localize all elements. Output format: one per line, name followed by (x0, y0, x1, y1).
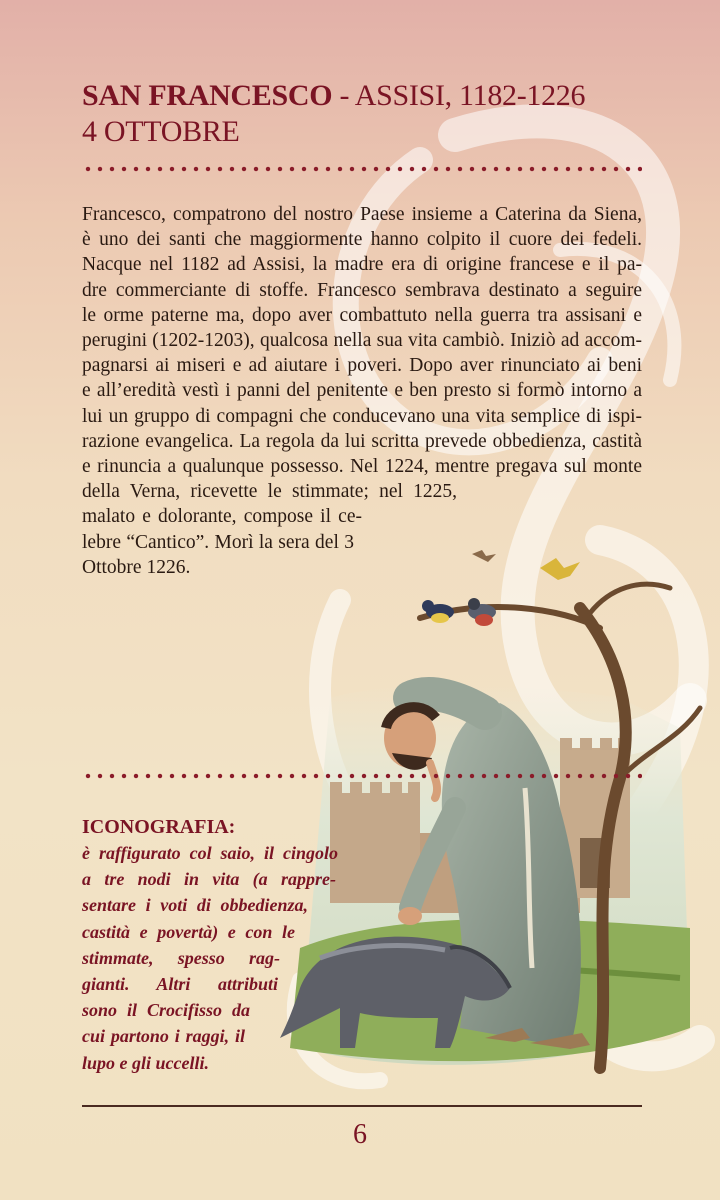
biography-line: dre commerciante di stoffe. Francesco sembrava destinato a seguire (82, 279, 642, 301)
biography-line: malato e dolorante, compose il ce- (82, 506, 362, 528)
biography-line: della Verna, ricevette le stimmate; nel 1225, (82, 481, 457, 503)
biography-text (82, 202, 642, 580)
biography-line: lui un gruppo di compagni che conducevano una vita semplice di ispi- (82, 405, 642, 427)
iconography-line: sentare i voti di obbedienza, (82, 895, 308, 916)
iconography-line: castità e povertà) e con le (82, 921, 295, 942)
iconography-line: sono il Crocifisso da (82, 1000, 250, 1021)
biography-line: Ottobre 1226. (82, 556, 191, 578)
saint-name: SAN FRANCESCO (82, 79, 333, 112)
iconography-line: stimmate, spesso rag- (82, 947, 280, 968)
place-dates: - ASSISI, 1182-1226 (332, 79, 586, 112)
biography-line: è uno dei santi che maggiormente hanno colpito il cuore dei fedeli. (82, 229, 642, 251)
biography-line: le orme paterne ma, dopo aver combattuto nella guerra tra assisani e (82, 304, 642, 326)
dotted-divider-top (82, 166, 642, 172)
biography-line: e all’eredità vestì i panni del penitente e ben presto si formò intorno a (82, 380, 642, 402)
biography-line: e rinuncia a qualunque possesso. Nel 1224, mentre pregava sul monte (82, 456, 642, 478)
biography-line: lebre “Cantico”. Morì la sera del 3 (82, 531, 354, 553)
biography-line: Francesco, compatrono del nostro Paese insieme a Caterina da Siena, (82, 204, 642, 225)
iconography-line: cui partono i raggi, il (82, 1026, 245, 1047)
feast-day: 4 OTTOBRE (82, 115, 240, 148)
dotted-divider-middle (82, 773, 642, 779)
footer-rule (82, 1105, 642, 1107)
page-number: 6 (353, 1119, 367, 1150)
iconography-line: lupo e gli uccelli. (82, 1052, 209, 1073)
biography-line: Nacque nel 1182 ad Assisi, la madre era di origine francese e il pa- (82, 254, 642, 276)
biography-line: razione evangelica. La regola da lui scritta prevede obbedienza, castità (82, 430, 642, 452)
iconography-line: è raffigurato col saio, il cingolo (82, 843, 338, 863)
biography-line: pagnarsi ai miseri e ad aiutare i poveri. Dopo aver rinunciato ai beni (82, 355, 642, 377)
iconography-heading: ICONOGRAFIA: (82, 816, 236, 838)
saint-title (82, 78, 642, 150)
iconography-line: gianti. Altri attributi (82, 974, 278, 995)
biography-line: perugini (1202-1203), qualcosa nella sua vita cambiò. Iniziò ad accom- (82, 330, 642, 352)
iconography-text (82, 840, 338, 1076)
iconography-line: a tre nodi in vita (a rappre- (82, 869, 336, 890)
